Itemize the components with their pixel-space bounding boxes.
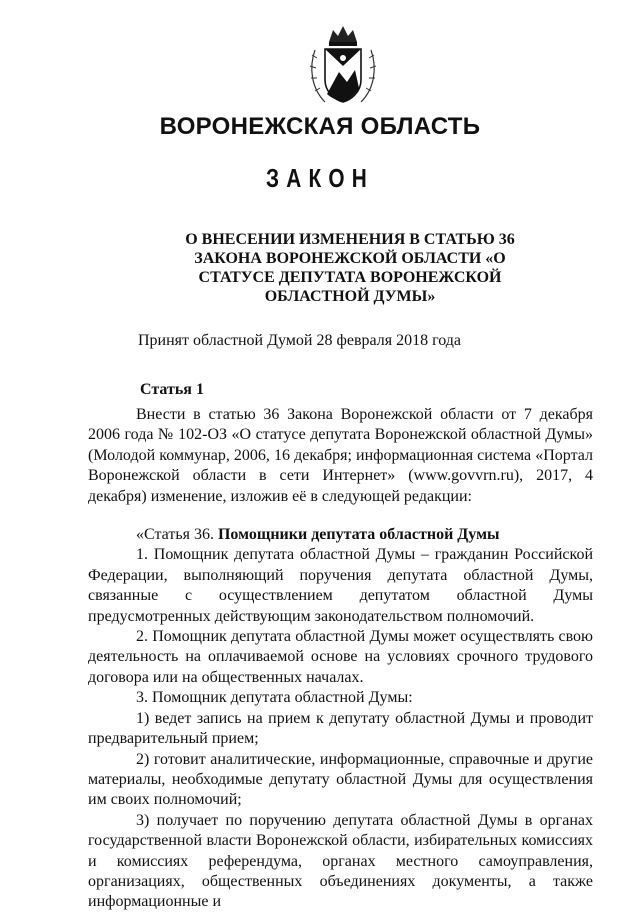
region-title: ВОРОНЕЖСКАЯ ОБЛАСТЬ <box>159 113 481 140</box>
law-subject: О ВНЕСЕНИИ ИЗМЕНЕНИЯ В СТАТЬЮ 36 ЗАКОНА ВОРОНЕЖСКОЙ ОБЛАСТИ «О СТАТУСЕ ДЕПУТАТА ВОРОНЕЖСКОЙ ОБЛАСТНОЙ ДУМЫ» <box>185 231 515 305</box>
paragraph-3-item-3: 3) получает по поручению депутата областной Думы в органах государственной власти Воронежской области, избирательных комиссиях и комиссиях референдума, органах местного самоуправления, организациях, общественных объединениях документы, а также информационные и <box>88 811 593 911</box>
voronezh-coat-of-arms-icon <box>305 22 381 108</box>
new-article-heading <box>88 525 593 545</box>
paragraph-3-item-1: 1) ведет запись на прием к депутату областной Думы и проводит предварительный прием; <box>88 709 593 748</box>
adoption-date-line: Принят областной Думой 28 февраля 2018 года <box>138 332 462 349</box>
paragraph-1: 1. Помощник депутата областной Думы – гражданин Российской Федерации, выполняющий поручения депутата областной Думы, связанные с осуществлением депутатом областной Думы предусмотренных действующим законодательством полномочий. <box>88 546 593 625</box>
paragraph-3: 3. Помощник депутата областной Думы: <box>136 689 413 707</box>
article-1-heading: Статья 1 <box>140 381 204 398</box>
paragraph-2: 2. Помощник депутата областной Думы может осуществлять свою деятельность на оплачиваемой основе на условиях срочного трудового договора или на общественных началах. <box>88 628 593 686</box>
new-article-prefix: «Статья 36. <box>136 526 218 544</box>
article-1-intro: Внести в статью 36 Закона Воронежской области от 7 декабря 2006 года № 102-ОЗ «О статусе депутата Воронежской областной Думы» (Молодой коммунар, 2006, 16 декабря; информационная система «Портал Воронежской области в сети Интернет» (www.govvrn.ru), 2017, 4 декабря) изменение, изложив её в следующей редакции: <box>88 406 593 505</box>
document-body <box>88 405 593 913</box>
paragraph-3-item-2: 2) готовит аналитические, информационные, справочные и другие материалы, необходимые депутату областной Думы для осуществления им своих полномочий; <box>88 750 593 809</box>
document-type-title: ЗАКОН <box>266 163 374 193</box>
new-article-title: Помощники депутата областной Думы <box>217 526 500 544</box>
